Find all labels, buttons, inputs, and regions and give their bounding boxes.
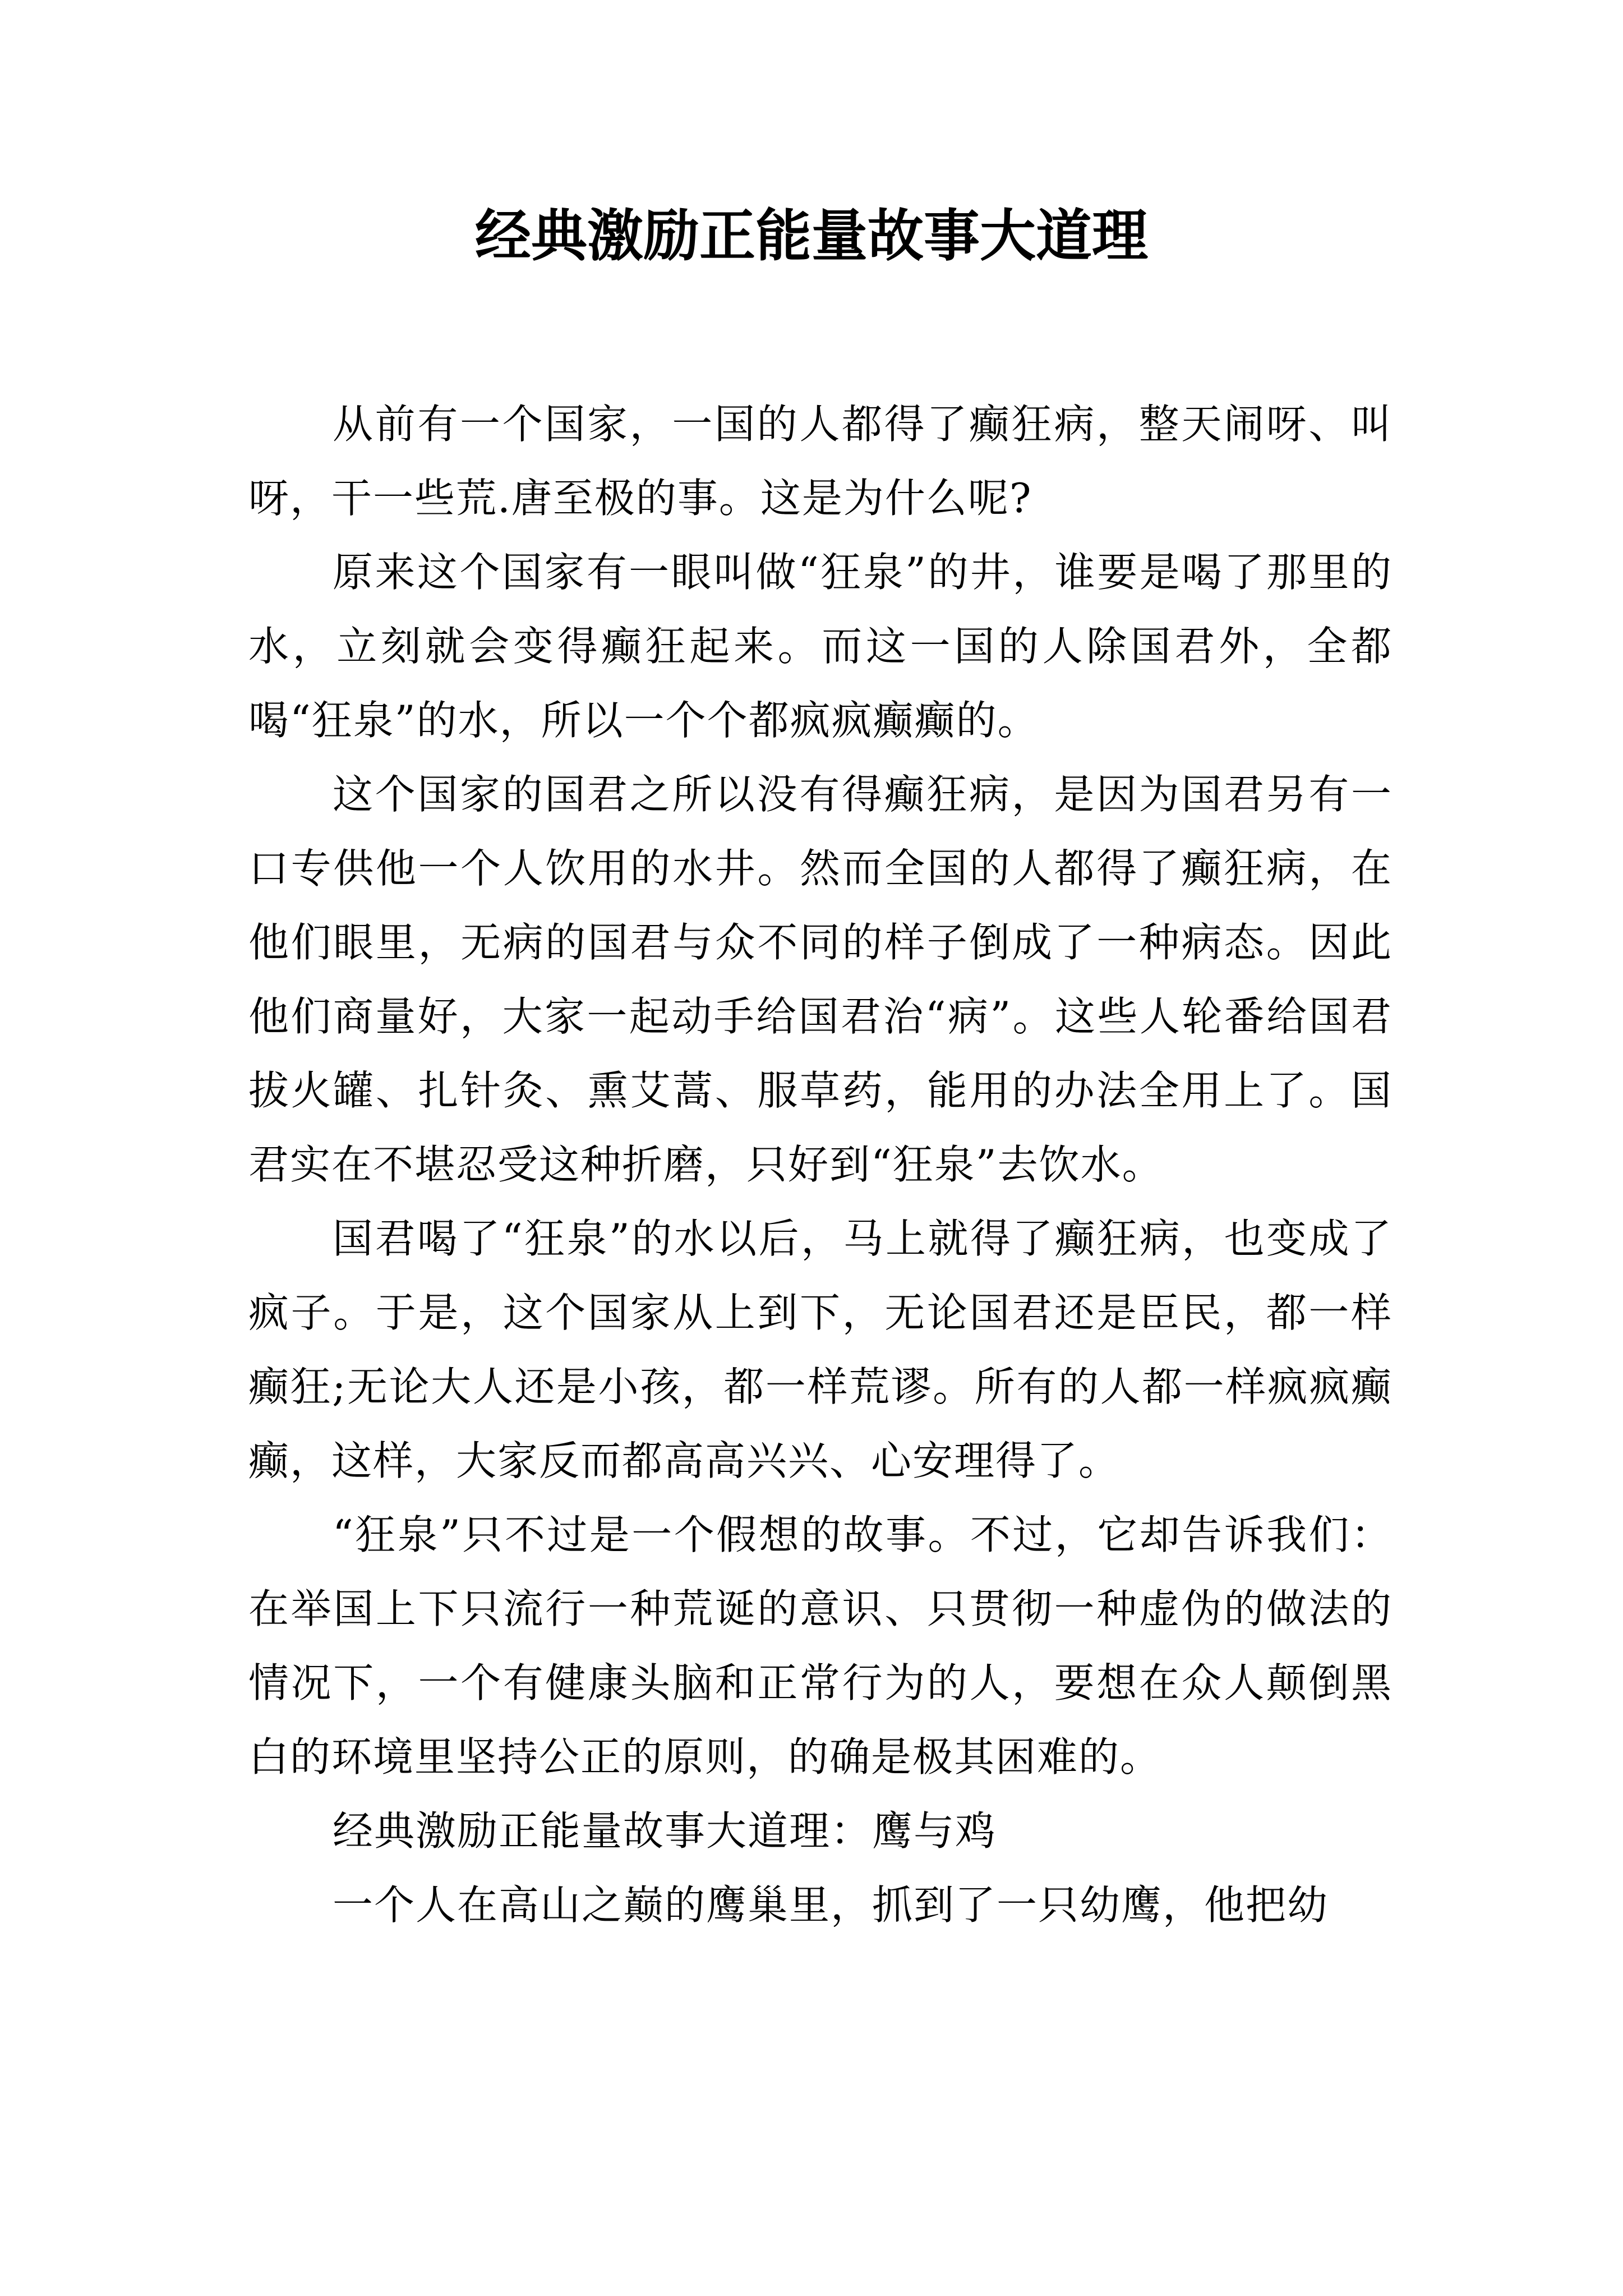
- paragraph: 一个人在高山之巅的鹰巢里，抓到了一只幼鹰，他把幼: [333, 1881, 1329, 1929]
- document-body: [248, 387, 1393, 1942]
- paragraph: 原来这个国家有一眼叫做“狂泉”的井，谁要是喝了那里的水，立刻就会变得癫狂起来。而这一国的人除国君外，全都喝“狂泉”的水，所以一个个都疯疯癫癫的。: [248, 549, 1393, 744]
- section-heading: 经典激励正能量故事大道理：鹰与鸡: [333, 1807, 997, 1855]
- paragraph: “狂泉”只不过是一个假想的故事。不过，它却告诉我们：在举国上下只流行一种荒诞的意识、只贯彻一种虚伪的做法的情况下，一个有健康头脑和正常行为的人，要想在众人颠倒黑白的环境里坚持公正的原则，的确是极其困难的。: [248, 1511, 1393, 1780]
- paragraph: 从前有一个国家，一国的人都得了癫狂病，整天闹呀、叫呀，干一些荒.唐至极的事。这是为什么呢?: [248, 401, 1393, 522]
- document-title: 经典激励正能量故事大道理: [475, 203, 1148, 269]
- paragraph: 这个国家的国君之所以没有得癫狂病，是因为国君另有一口专供他一个人饮用的水井。然而全国的人都得了癫狂病，在他们眼里，无病的国君与众不同的样子倒成了一种病态。因此他们商量好，大家一起动手给国君治“病”。这些人轮番给国君拔火罐、扎针灸、熏艾蒿、服草药，能用的办法全用上了。国君实在不堪忍受这种折磨，只好到“狂泉”去饮水。: [248, 771, 1393, 1188]
- paragraph: 国君喝了“狂泉”的水以后，马上就得了癫狂病，也变成了疯子。于是，这个国家从上到下，无论国君还是臣民，都一样癫狂;无论大人还是小孩，都一样荒谬。所有的人都一样疯疯癫癫，这样，大家反而都高高兴兴、心安理得了。: [248, 1215, 1393, 1484]
